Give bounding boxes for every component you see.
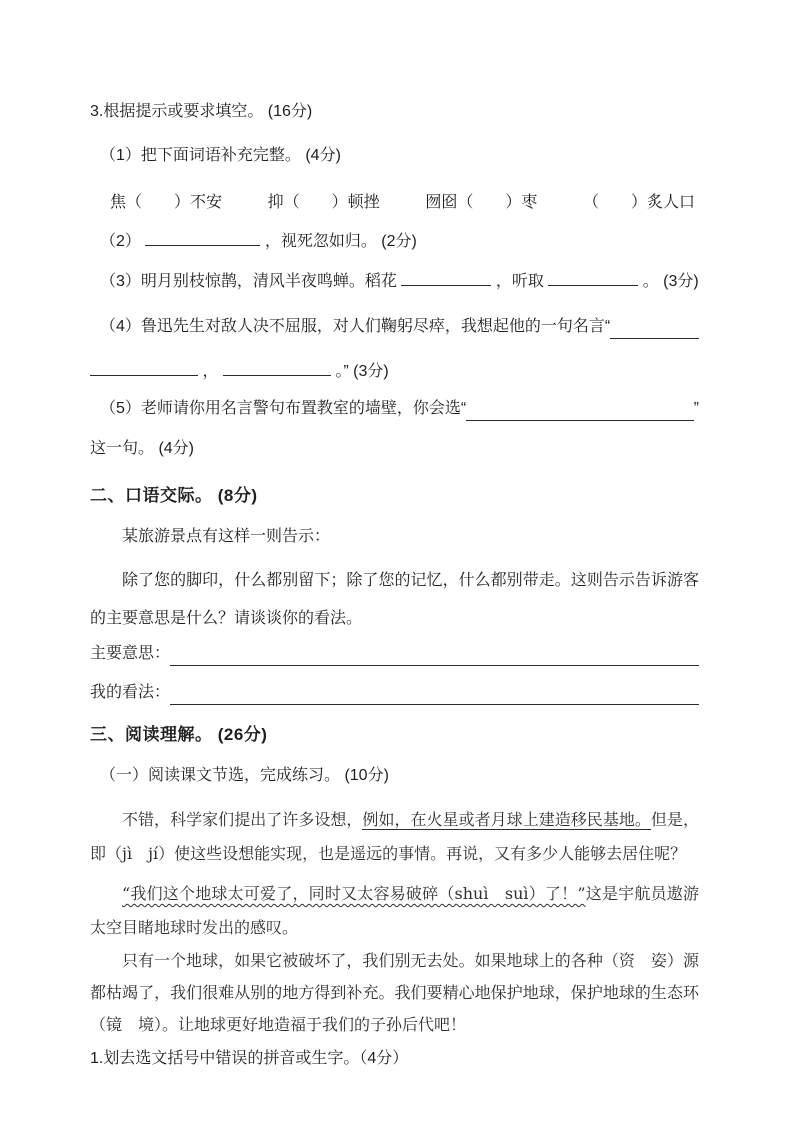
blank-line — [401, 272, 491, 286]
main-idea-row — [90, 642, 699, 666]
question-3-2-pre: （2） — [100, 233, 141, 250]
question-3-3-pre: （3）明月别枝惊鹊，清风半夜鸣蝉。稻花 — [100, 273, 397, 290]
passage-paragraph-2 — [90, 877, 699, 945]
question-3-2 — [90, 230, 699, 254]
blank-line — [610, 321, 699, 339]
question-3-4-line2 — [90, 360, 699, 384]
question-3-5-close-quote: ” — [693, 400, 699, 417]
question-3-title: 3.根据提示或要求填空。 (16分) — [90, 103, 313, 120]
question-3-4-text: （4）鲁迅先生对敌人决不屈服，对人们鞠躬尽瘁，我想起他的一句名言“ — [100, 318, 611, 335]
section-2-notice: 除了您的脚印，什么都别留下；除了您的记忆，什么都别带走。这则告示告诉游客的主要意思是什么？请谈谈你的看法。 — [90, 572, 699, 627]
my-view-row — [90, 681, 699, 705]
passage-p1-rest: 但是，即（jì jí）使这些设想能实现，也是遥远的事情。再说，又有多少人能够去居住呢？ — [90, 810, 699, 863]
passage-p2-rest: 这是宇航员遨游太空目睹地球时发出的感叹。 — [90, 884, 699, 937]
word-item-3: 囫囵（ ）枣 — [425, 194, 538, 211]
main-idea-label: 主要意思： — [90, 645, 171, 662]
question-3-4-comma: ， — [202, 363, 219, 380]
passage-p1-underlined: 例如，在火星或者月球上建造移民基地。 — [362, 810, 651, 829]
word-item-1: 焦（ ）不安 — [110, 194, 223, 211]
question-3-2-post: ，视死忽如归。 (2分) — [264, 233, 417, 250]
word-item-4: （ ）炙人口 — [582, 194, 695, 211]
word-completion-row — [90, 191, 699, 215]
question-3-3-post: 。 (3分) — [642, 273, 699, 290]
section-3-sub-title: （一）阅读课文节选，完成练习。 (10分) — [100, 767, 389, 784]
reading-question-1: 1.划去选文括号中错误的拼音或生字。（4分） — [90, 1050, 409, 1067]
question-3-4-end: 。” (3分) — [335, 363, 389, 380]
blank-line — [90, 362, 198, 376]
question-3-5-line1 — [90, 397, 699, 421]
question-3-3 — [90, 270, 699, 294]
blank-line — [548, 272, 638, 286]
blank-line — [466, 403, 693, 421]
passage-paragraph-3: 只有一个地球，如果它被破坏了，我们别无去处。如果地球上的各种（资 姿）源都枯竭了，我们很难从别的地方得到补充。我们要精心地保护地球，保护地球的生态环（镜 境）。让地球更好地造福于我们的子孙后代吧！ — [90, 951, 699, 1034]
blank-line — [170, 687, 699, 705]
question-3-4-line1 — [90, 315, 699, 339]
question-3-3-mid: ，听取 — [495, 273, 544, 290]
question-3-5-line2: 这一句。 (4分) — [90, 440, 195, 457]
question-3-1-label: （1）把下面词语补充完整。 (4分) — [100, 147, 341, 164]
question-3-5-text: （5）老师请你用名言警句布置教室的墙壁，你会选“ — [100, 400, 467, 417]
passage-p2-wavy-underlined: “我们这个地球太可爱了，同时又太容易破碎（shuì suì）了！” — [122, 884, 586, 903]
word-item-2: 抑（ ）顿挫 — [267, 194, 380, 211]
blank-line — [223, 362, 331, 376]
section-2-intro: 某旅游景点有这样一则告示： — [122, 528, 331, 545]
my-view-label: 我的看法： — [90, 684, 171, 701]
section-2-title: 二、口语交际。 (8分) — [90, 486, 258, 505]
blank-line — [170, 648, 699, 666]
section-3-title: 三、阅读理解。 (26分) — [90, 725, 268, 744]
passage-p1-start: 不错，科学家们提出了许多设想， — [122, 810, 363, 829]
blank-line — [145, 232, 260, 246]
passage-paragraph-1 — [90, 803, 699, 871]
